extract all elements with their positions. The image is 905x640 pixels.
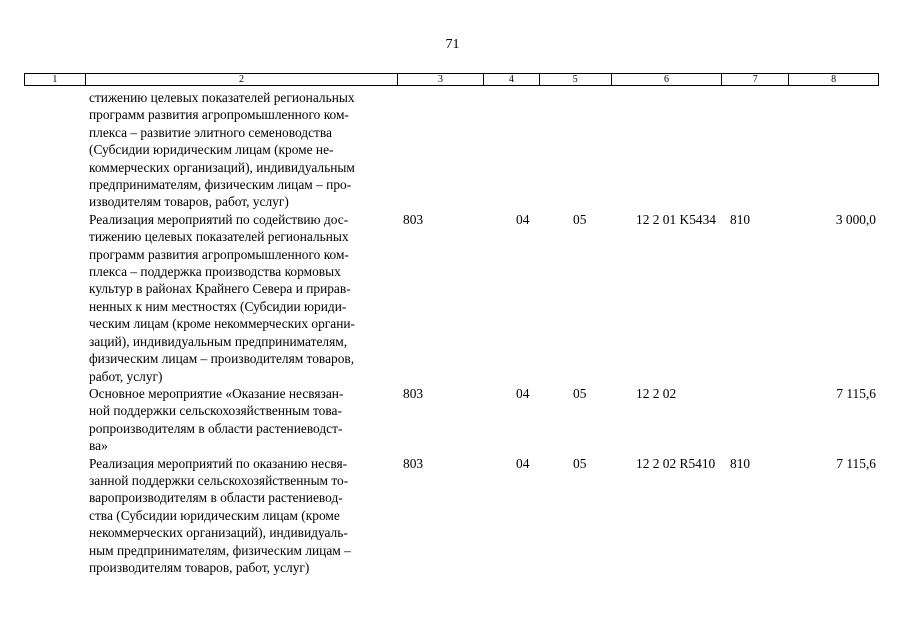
item-name-line: ным предпринимателям, физическим лицам – bbox=[89, 542, 351, 558]
amount-cell bbox=[790, 89, 879, 211]
subsection-code-cell: 05 bbox=[573, 385, 587, 401]
table-body bbox=[24, 89, 879, 576]
item-name-line: программ развития агропромышленного ком- bbox=[89, 107, 349, 123]
subsection-code-cell bbox=[540, 89, 612, 211]
amount-cell: 7 115,6 bbox=[836, 455, 876, 471]
target-article-cell: 12 2 01 K5434 bbox=[636, 211, 716, 227]
ministry-code-cell: 803 bbox=[403, 385, 424, 401]
row-number-cell bbox=[24, 385, 85, 455]
item-name-line: ва» bbox=[89, 438, 108, 454]
item-name-line: ства (Субсидии юридическим лицам (кроме bbox=[89, 507, 340, 523]
section-code-cell: 04 bbox=[516, 385, 530, 401]
column-header-7: 7 bbox=[722, 74, 789, 85]
item-name-line: программ развития агропромышленного ком- bbox=[89, 246, 349, 262]
expense-type-cell bbox=[723, 89, 790, 211]
column-header-3: 3 bbox=[398, 74, 484, 85]
item-name-line: ропроизводителям в области растениеводст- bbox=[89, 420, 343, 436]
expense-type-cell bbox=[723, 385, 790, 455]
column-header-2: 2 bbox=[86, 74, 398, 85]
item-name-line: плекса – развитие элитного семеноводства bbox=[89, 124, 332, 140]
column-header-8: 8 bbox=[831, 74, 837, 85]
item-name-line: изводителям товаров, работ, услуг) bbox=[89, 194, 289, 210]
expense-type-cell: 810 bbox=[730, 211, 751, 227]
item-name-line: заций), индивидуальным предпринимателям, bbox=[89, 333, 348, 349]
target-article-cell: 12 2 02 R5410 bbox=[636, 455, 716, 471]
item-name-line: Реализация мероприятий по оказанию несвя- bbox=[89, 455, 348, 471]
item-name-line: коммерческих организаций), индивидуальным bbox=[89, 159, 355, 175]
item-name-cell bbox=[85, 89, 398, 211]
item-name-line: плекса – поддержка производства кормовых bbox=[89, 264, 341, 280]
row-number-cell bbox=[24, 455, 85, 577]
table-row bbox=[24, 89, 879, 211]
item-name-line: физическим лицам – производителям товаров, bbox=[89, 351, 355, 367]
table-row bbox=[24, 385, 879, 455]
ministry-code-cell: 803 bbox=[403, 211, 424, 227]
row-number-cell bbox=[24, 89, 85, 211]
item-name-line: стижению целевых показателей региональных bbox=[89, 90, 355, 105]
item-name-line: тижению целевых показателей региональных bbox=[89, 229, 349, 245]
section-code-cell: 04 bbox=[516, 211, 530, 227]
item-name-line: ненных к ним местностях (Субсидии юриди- bbox=[89, 298, 347, 314]
item-name-line: предпринимателям, физическим лицам – про- bbox=[89, 177, 352, 193]
ministry-code-cell bbox=[398, 89, 484, 211]
row-number-cell bbox=[24, 211, 85, 385]
item-name-cell bbox=[85, 455, 398, 577]
target-article-cell bbox=[612, 89, 723, 211]
expense-type-cell: 810 bbox=[730, 455, 751, 471]
item-name-cell bbox=[85, 385, 398, 455]
item-name-line: ческим лицам (кроме некоммерческих органи- bbox=[89, 316, 356, 332]
target-article-cell: 12 2 02 bbox=[636, 385, 677, 401]
item-name-cell bbox=[85, 211, 398, 385]
section-code-cell bbox=[484, 89, 540, 211]
table-row bbox=[24, 211, 879, 385]
column-header-4: 4 bbox=[484, 74, 540, 85]
item-name-line: работ, услуг) bbox=[89, 368, 163, 384]
ministry-code-cell: 803 bbox=[403, 455, 424, 471]
column-header-5: 5 bbox=[540, 74, 612, 85]
subsection-code-cell: 05 bbox=[573, 455, 587, 471]
item-name-line: варопроизводителям в области растениевод- bbox=[89, 490, 343, 506]
item-name-line: производителям товаров, работ, услуг) bbox=[89, 559, 310, 575]
item-name-line: некоммерческих организаций), индивидуаль- bbox=[89, 525, 348, 541]
table-header-row bbox=[24, 73, 879, 86]
page-number: 71 bbox=[445, 37, 460, 52]
item-name-line: (Субсидии юридическим лицам (кроме не- bbox=[89, 142, 334, 158]
amount-cell: 3 000,0 bbox=[835, 211, 876, 227]
subsection-code-cell: 05 bbox=[573, 211, 587, 227]
item-name-line: культур в районах Крайнего Севера и прирав- bbox=[89, 281, 351, 297]
column-header-1: 1 bbox=[25, 74, 86, 85]
item-name-line: занной поддержки сельскохозяйственным то- bbox=[89, 472, 349, 488]
item-name-line: Основное мероприятие «Оказание несвязан- bbox=[89, 385, 344, 401]
amount-cell: 7 115,6 bbox=[836, 385, 876, 401]
section-code-cell: 04 bbox=[516, 455, 530, 471]
column-header-6: 6 bbox=[612, 74, 723, 85]
table-row bbox=[24, 455, 879, 577]
item-name-line: ной поддержки сельскохозяйственным това- bbox=[89, 403, 342, 419]
item-name-line: Реализация мероприятий по содействию дос- bbox=[89, 211, 349, 227]
